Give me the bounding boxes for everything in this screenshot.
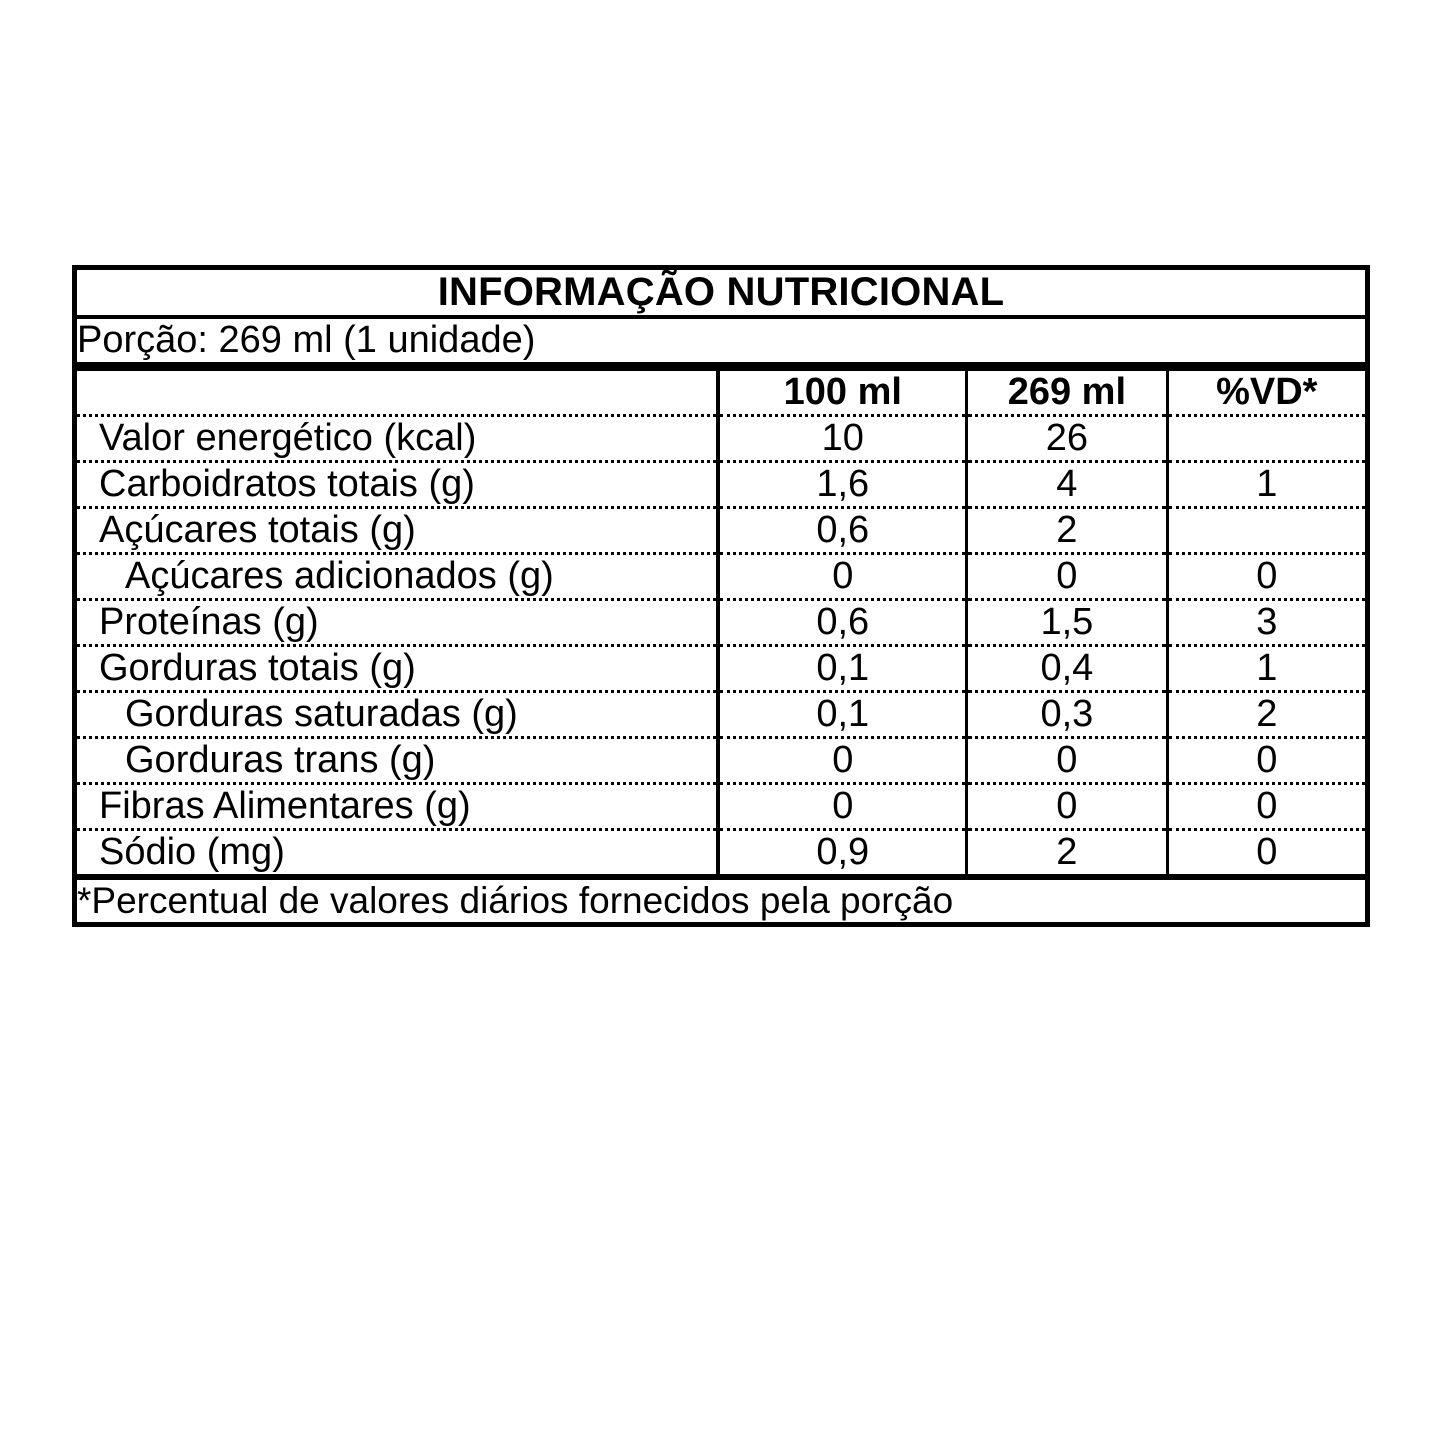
value-vd: 2 (1167, 692, 1367, 738)
column-header-100ml: 100 ml (718, 367, 966, 416)
value-vd: 3 (1167, 600, 1367, 646)
table-row (75, 830, 1368, 878)
nutrition-table-body (75, 268, 1368, 925)
nutrient-name: Açúcares totais (g) (75, 508, 719, 554)
value-vd: 1 (1167, 462, 1367, 508)
value-vd: 0 (1167, 830, 1367, 878)
value-100ml: 0 (718, 738, 966, 784)
value-portion: 0 (967, 554, 1167, 600)
nutrient-name: Açúcares adicionados (g) (75, 554, 719, 600)
value-portion: 0,4 (967, 646, 1167, 692)
table-row (75, 692, 1368, 738)
column-header-portion: 269 ml (967, 367, 1167, 416)
value-vd: 0 (1167, 554, 1367, 600)
value-portion: 2 (967, 508, 1167, 554)
value-100ml: 0 (718, 784, 966, 830)
nutrient-name: Proteínas (g) (75, 600, 719, 646)
value-100ml: 10 (718, 416, 966, 462)
value-portion: 0 (967, 738, 1167, 784)
nutrient-name: Gorduras saturadas (g) (75, 692, 719, 738)
value-vd: 0 (1167, 784, 1367, 830)
value-100ml: 0,9 (718, 830, 966, 878)
table-row (75, 554, 1368, 600)
table-row (75, 416, 1368, 462)
value-100ml: 1,6 (718, 462, 966, 508)
table-row (75, 784, 1368, 830)
value-portion: 0 (967, 784, 1167, 830)
value-portion: 4 (967, 462, 1167, 508)
footnote-text: *Percentual de valores diários fornecidos pela porção (77, 880, 954, 921)
value-100ml: 0,6 (718, 600, 966, 646)
nutrient-name: Sódio (mg) (75, 830, 719, 878)
value-vd: 0 (1167, 738, 1367, 784)
value-100ml: 0 (718, 554, 966, 600)
value-portion: 0,3 (967, 692, 1167, 738)
nutrition-label (72, 265, 1370, 927)
value-vd: 1 (1167, 646, 1367, 692)
column-header-blank (75, 367, 719, 416)
value-vd (1167, 416, 1367, 462)
table-row (75, 646, 1368, 692)
nutrient-name: Fibras Alimentares (g) (75, 784, 719, 830)
table-row (75, 508, 1368, 554)
nutrient-name: Gorduras trans (g) (75, 738, 719, 784)
value-portion: 1,5 (967, 600, 1167, 646)
nutrient-name: Gorduras totais (g) (75, 646, 719, 692)
nutrient-name: Valor energético (kcal) (75, 416, 719, 462)
value-100ml: 0,1 (718, 692, 966, 738)
value-portion: 26 (967, 416, 1167, 462)
label-title: INFORMAÇÃO NUTRICIONAL (75, 268, 1368, 318)
table-row (75, 738, 1368, 784)
nutrient-name: Carboidratos totais (g) (75, 462, 719, 508)
column-header-row (75, 367, 1368, 416)
table-row (75, 462, 1368, 508)
column-header-vd: %VD* (1167, 367, 1367, 416)
table-row (75, 600, 1368, 646)
footnote-row (75, 877, 1368, 925)
value-portion: 2 (967, 830, 1167, 878)
value-100ml: 0,1 (718, 646, 966, 692)
portion-row (75, 317, 1368, 367)
nutrition-table (72, 265, 1370, 927)
value-100ml: 0,6 (718, 508, 966, 554)
portion-text: Porção: 269 ml (1 unidade) (75, 317, 1368, 367)
title-row (75, 268, 1368, 318)
value-vd (1167, 508, 1367, 554)
